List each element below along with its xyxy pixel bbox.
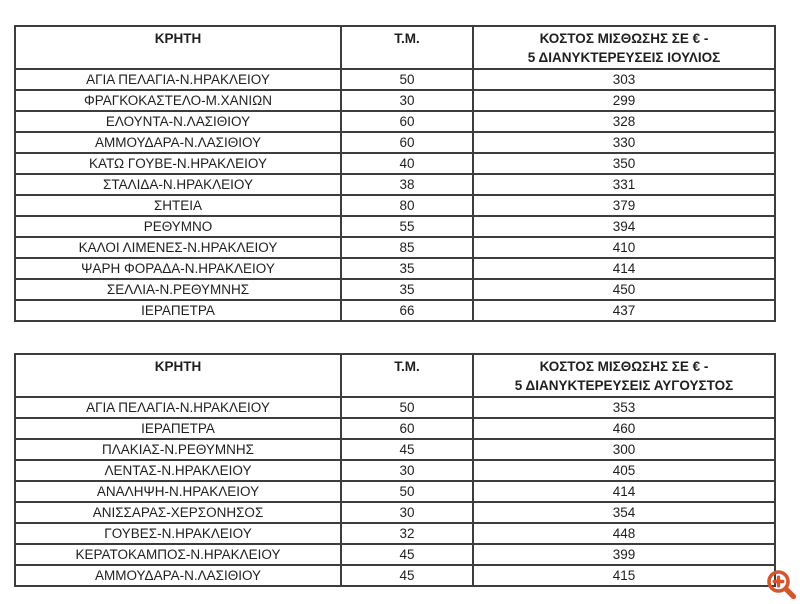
cost-header-line2: 5 ΔΙΑΝΥΚΤΕΡΕΥΣΕΙΣ ΑΥΓΟΥΣΤΟΣ — [514, 378, 734, 393]
cost-cell: 330 — [473, 132, 775, 153]
sqm-cell: 30 — [341, 502, 473, 523]
table-row — [15, 195, 775, 216]
sqm-cell: 45 — [341, 544, 473, 565]
cost-cell: 331 — [473, 174, 775, 195]
column-header-region: ΚΡΗΤΗ — [15, 354, 341, 397]
table-row — [15, 418, 775, 439]
region-cell: ΣΗΤΕΙΑ — [15, 195, 341, 216]
table-row — [15, 523, 775, 544]
cost-cell: 399 — [473, 544, 775, 565]
cost-cell: 328 — [473, 111, 775, 132]
cost-cell: 448 — [473, 523, 775, 544]
region-cell: ΑΝΑΛΗΨΗ-Ν.ΗΡΑΚΛΕΙΟΥ — [15, 481, 341, 502]
region-cell: ΛΕΝΤΑΣ-Ν.ΗΡΑΚΛΕΙΟΥ — [15, 460, 341, 481]
cost-cell: 350 — [473, 153, 775, 174]
sqm-cell: 30 — [341, 460, 473, 481]
sqm-cell: 50 — [341, 481, 473, 502]
column-header-sqm: Τ.Μ. — [341, 354, 473, 397]
cost-header-line1: ΚΟΣΤΟΣ ΜΙΣΘΩΣΗΣ ΣΕ € - — [539, 31, 709, 46]
cost-cell: 415 — [473, 565, 775, 586]
region-cell: ΕΛΟΥΝΤΑ-Ν.ΛΑΣΙΘΙΟΥ — [15, 111, 341, 132]
table-row — [15, 90, 775, 111]
sqm-cell: 40 — [341, 153, 473, 174]
region-cell: ΨΑΡΗ ΦΟΡΑΔΑ-Ν.ΗΡΑΚΛΕΙΟΥ — [15, 258, 341, 279]
sqm-cell: 60 — [341, 418, 473, 439]
table-row — [15, 111, 775, 132]
sqm-cell: 66 — [341, 300, 473, 321]
zoom-in-button[interactable] — [765, 568, 798, 601]
table-row — [15, 216, 775, 237]
region-cell: ΑΝΙΣΣΑΡΑΣ-ΧΕΡΣΟΝΗΣΟΣ — [15, 502, 341, 523]
table-row — [15, 237, 775, 258]
table-row — [15, 132, 775, 153]
table-header-row — [15, 26, 775, 69]
table-row — [15, 502, 775, 523]
sqm-cell: 55 — [341, 216, 473, 237]
table-row — [15, 300, 775, 321]
sqm-cell: 38 — [341, 174, 473, 195]
region-cell: ΚΑΤΩ ΓΟΥΒΕ-Ν.ΗΡΑΚΛΕΙΟΥ — [15, 153, 341, 174]
rental-cost-table-august — [14, 353, 776, 587]
cost-cell: 414 — [473, 258, 775, 279]
region-cell: ΡΕΘΥΜΝΟ — [15, 216, 341, 237]
cost-cell: 437 — [473, 300, 775, 321]
table-row — [15, 174, 775, 195]
cost-cell: 300 — [473, 439, 775, 460]
sqm-cell: 50 — [341, 69, 473, 90]
region-cell: ΚΑΛΟΙ ΛΙΜΕΝΕΣ-Ν.ΗΡΑΚΛΕΙΟΥ — [15, 237, 341, 258]
table-row — [15, 397, 775, 418]
cost-header-line1: ΚΟΣΤΟΣ ΜΙΣΘΩΣΗΣ ΣΕ € - — [539, 359, 709, 374]
table-row — [15, 279, 775, 300]
column-header-region: ΚΡΗΤΗ — [15, 26, 341, 69]
region-cell: ΠΛΑΚΙΑΣ-Ν.ΡΕΘΥΜΝΗΣ — [15, 439, 341, 460]
cost-cell: 299 — [473, 90, 775, 111]
column-header-cost-july — [473, 26, 775, 69]
region-cell: ΑΜΜΟΥΔΑΡΑ-Ν.ΛΑΣΙΘΙΟΥ — [15, 132, 341, 153]
table-row — [15, 481, 775, 502]
sqm-cell: 85 — [341, 237, 473, 258]
cost-cell: 303 — [473, 69, 775, 90]
rental-cost-table-july — [14, 25, 776, 322]
sqm-cell: 35 — [341, 258, 473, 279]
region-cell: ΚΕΡΑΤΟΚΑΜΠΟΣ-Ν.ΗΡΑΚΛΕΙΟΥ — [15, 544, 341, 565]
table-row — [15, 258, 775, 279]
cost-cell: 354 — [473, 502, 775, 523]
cost-cell: 450 — [473, 279, 775, 300]
table-row — [15, 439, 775, 460]
cost-cell: 460 — [473, 418, 775, 439]
sqm-cell: 45 — [341, 565, 473, 586]
cost-cell: 353 — [473, 397, 775, 418]
cost-header-line2: 5 ΔΙΑΝΥΚΤΕΡΕΥΣΕΙΣ ΙΟΥΛΙΟΣ — [527, 50, 721, 65]
cost-cell: 405 — [473, 460, 775, 481]
region-cell: ΣΕΛΛΙΑ-Ν.ΡΕΘΥΜΝΗΣ — [15, 279, 341, 300]
sqm-cell: 35 — [341, 279, 473, 300]
table-row — [15, 565, 775, 586]
region-cell: ΙΕΡΑΠΕΤΡΑ — [15, 418, 341, 439]
cost-cell: 379 — [473, 195, 775, 216]
cost-cell: 394 — [473, 216, 775, 237]
region-cell: ΑΓΙΑ ΠΕΛΑΓΙΑ-Ν.ΗΡΑΚΛΕΙΟΥ — [15, 397, 341, 418]
sqm-cell: 60 — [341, 132, 473, 153]
table-header-row — [15, 354, 775, 397]
table-row — [15, 153, 775, 174]
cost-cell: 410 — [473, 237, 775, 258]
sqm-cell: 45 — [341, 439, 473, 460]
sqm-cell: 50 — [341, 397, 473, 418]
table-row — [15, 544, 775, 565]
magnifier-plus-icon — [765, 568, 798, 601]
sqm-cell: 30 — [341, 90, 473, 111]
sqm-cell: 60 — [341, 111, 473, 132]
sqm-cell: 32 — [341, 523, 473, 544]
column-header-sqm: Τ.Μ. — [341, 26, 473, 69]
table-row — [15, 460, 775, 481]
region-cell: ΓΟΥΒΕΣ-Ν.ΗΡΑΚΛΕΙΟΥ — [15, 523, 341, 544]
column-header-cost-august — [473, 354, 775, 397]
cost-cell: 414 — [473, 481, 775, 502]
table-row — [15, 69, 775, 90]
region-cell: ΑΓΙΑ ΠΕΛΑΓΙΑ-Ν.ΗΡΑΚΛΕΙΟΥ — [15, 69, 341, 90]
region-cell: ΣΤΑΛΙΔΑ-Ν.ΗΡΑΚΛΕΙΟΥ — [15, 174, 341, 195]
sqm-cell: 80 — [341, 195, 473, 216]
region-cell: ΦΡΑΓΚΟΚΑΣΤΕΛΟ-Μ.ΧΑΝΙΩΝ — [15, 90, 341, 111]
region-cell: ΙΕΡΑΠΕΤΡΑ — [15, 300, 341, 321]
region-cell: ΑΜΜΟΥΔΑΡΑ-Ν.ΛΑΣΙΘΙΟΥ — [15, 565, 341, 586]
